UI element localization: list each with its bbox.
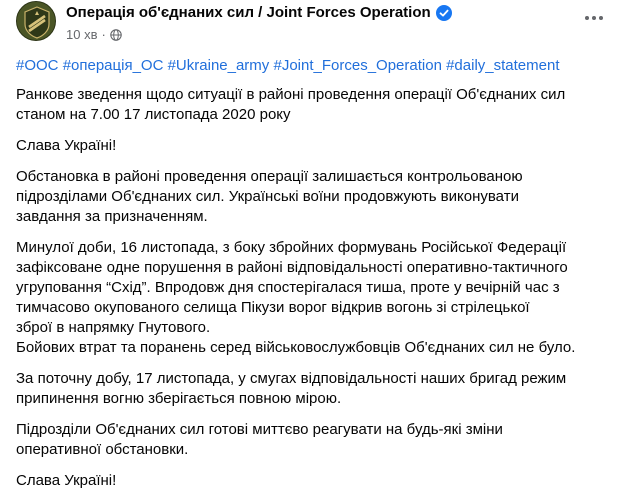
post-meta (66, 27, 122, 42)
jfo-emblem-icon (17, 2, 56, 41)
more-options-button[interactable] (580, 8, 608, 28)
page-name-text[interactable]: Операція об'єднаних сил / Joint Forces Operation (66, 4, 431, 21)
hashtag-link[interactable]: #Joint_Forces_Operation (273, 57, 442, 74)
post-paragraph: Минулої доби, 16 листопада, з боку збройних формувань Російської Федерації зафіксоване одне порушення в районі відповідальності оперативно-тактичного угруповання “Схід”. Впродовж дня спостерігалася тиша, проте у вечірній час з тимчасово окупованого селища Пікузи ворог відкрив вогонь зі стрілецької зброї в напрямку Гнутового. Бойових втрат та поранень серед військовослужбовців Об'єднаних сил не було. (16, 239, 576, 356)
hashtag-link[interactable]: #Ukraine_army (167, 57, 270, 74)
hashtag-link[interactable]: #daily_statement (446, 57, 560, 74)
hashtag-list (16, 56, 612, 76)
hashtag-link[interactable]: #ООС (16, 57, 59, 74)
more-options-icon (584, 15, 604, 21)
post-paragraph: Підрозділи Об'єднаних сил готові миттєво реагувати на будь-які зміни оперативної обстановки. (16, 421, 503, 458)
post-paragraph: За поточну добу, 17 листопада, у смугах відповідальності наших бригад режим припинення вогню зберігається повною мірою. (16, 370, 567, 407)
post-paragraph-title: Ранкове зведення щодо ситуації в районі проведення операції Об'єднаних сил станом на 7.00 17 листопада 2020 року (16, 86, 566, 123)
globe-icon[interactable] (110, 29, 122, 41)
post-timestamp[interactable]: 10 хв (66, 27, 98, 42)
post-paragraph: Обстановка в районі проведення операції залишається контрольованою підрозділами Об'єднаних сил. Українські воїни продовжують виконувати завдання за призначенням. (16, 168, 523, 225)
page-avatar[interactable] (16, 1, 56, 41)
verified-badge-icon (436, 5, 452, 21)
meta-separator: · (101, 27, 106, 42)
post-header (16, 0, 616, 52)
page-name[interactable] (66, 4, 452, 21)
hashtag-link[interactable]: #операція_ОС (62, 57, 164, 74)
post-body (16, 56, 612, 502)
post-paragraph-greeting: Слава Україні! (16, 137, 117, 154)
post-paragraph-closing: Слава Україні! (16, 472, 117, 489)
